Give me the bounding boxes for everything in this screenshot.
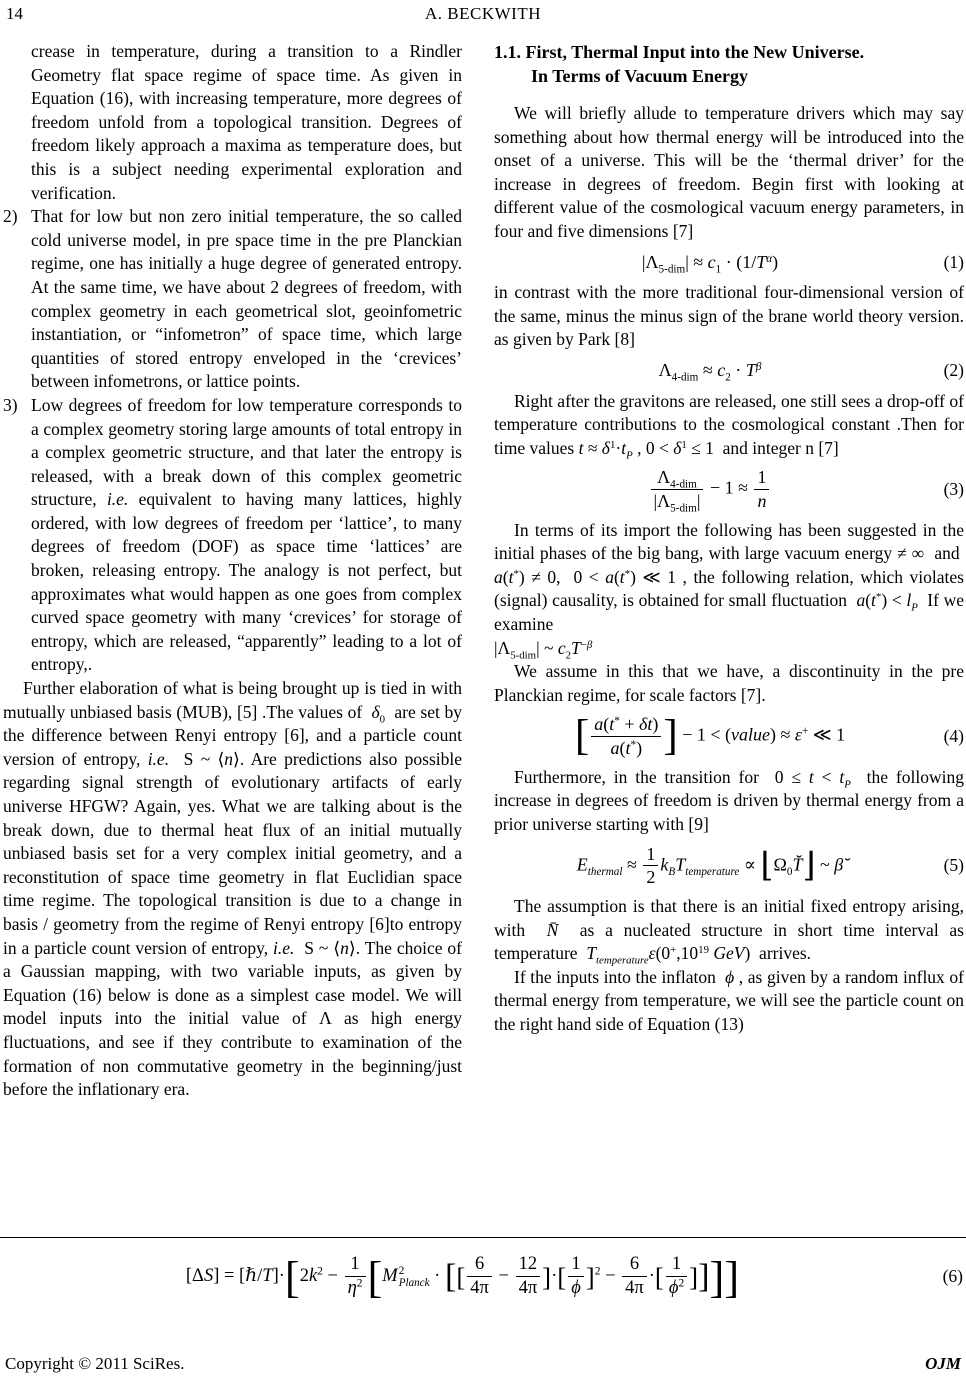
page-number: 14	[6, 4, 23, 23]
equation-3-number: (3)	[943, 478, 964, 499]
equation-2-number: (2)	[943, 359, 964, 380]
paragraph-contrast: in contrast with the more traditional four-dimensional version of the same, minus the minus sign of the brane world theory version. as given by Park [8]	[494, 282, 964, 350]
list-marker-2: 2)	[3, 206, 18, 227]
paragraph-thermal-intro: We will briefly allude to temperature drivers which may say something about how thermal energy will be introduced into the onset of a universe. This will be the ‘thermal driver’ for the increase in degrees of freedom. Begin first with looking at different value of the cosmological vacuum energy parameters, in four and five dimensions [7]	[494, 103, 964, 241]
bottom-divider	[0, 1237, 966, 1238]
equation-1-body: $|\Lambda_{5-dim}| \approx c_1 \cdot (1/T^\alpha)$	[641, 251, 779, 276]
section-heading	[494, 40, 964, 88]
equation-1-number: (1)	[943, 251, 964, 272]
item1-continuation-text: crease in temperature, during a transition to a Rindler Geometry flat space regime of space time. As given in Equation (16), with increasing temperature, more degrees of freedom unfold from a topological transition. Degrees of freedom likely approach a maxima as temperature does, but this is a subject needing experimental exploration and verification.	[31, 41, 462, 203]
paragraph-assumption: The assumption is that there is an initial fixed entropy arising, with N̄ as a nucleated structure in short time interval as temperature $T_{temperature}\varepsilon(0^+,10^{19}$ GeV) arrives.	[494, 895, 964, 967]
list-item-3	[3, 394, 462, 677]
equation-4	[494, 714, 964, 758]
right-column	[494, 40, 964, 1037]
equation-4-number: (4)	[943, 725, 964, 746]
equation-2-body: $\Lambda_{4-dim} \approx c_2 \cdot T^\beta$	[658, 359, 762, 384]
paragraph-inflaton: If the inputs into the inflaton ϕ , as given by a random influx of thermal energy from temperature, we will see the particle count on the right hand side of Equation (13)	[494, 966, 964, 1034]
running-head: A. BECKWITH	[425, 4, 541, 23]
equation-5	[494, 844, 964, 888]
page-footer	[5, 1354, 961, 1374]
equation-2	[494, 359, 964, 383]
equation-6-body: $[\Delta S] = [\hbar/T]\cdot[2k^2$ − $\frac{1}{\eta^2}$ [M 2 Planck · [[ $\frac{6}{4\pi}$ − $\frac{12}{4\pi}$ ]·[ $\frac{1}{\phi}$ ]$^2$ − $\frac{6}{4\pi}$ ·[ $\frac{1}{\phi^2}$ ]]]]	[185, 1251, 740, 1302]
paragraph-furthermore: Furthermore, in the transition for $0 \le t < t_P$ the following increase in degrees of freedom is driven by thermal energy from a prior universe starting with [9]	[494, 766, 964, 834]
list-item-1-continuation	[3, 40, 462, 205]
equation-3	[494, 467, 964, 515]
left-column	[3, 40, 462, 1102]
equation-5-body: $E_{thermal}$ ≈ $\frac{1}{2}$ $k_BT_{temperature}$ ∝ $⌊\Omega_0T̆⌋$ ~ β̆	[576, 843, 844, 888]
copyright-text: Copyright © 2011 SciRes.	[5, 1354, 185, 1373]
equation-3-body: $\Lambda_{4-dim}$ $|\Lambda_{5-dim}|$ − 1 ≈ $\frac{1}{n}$	[494, 467, 926, 511]
list-item-2-text: That for low but non zero initial temperature, the so called cold universe model, in pre space time in the pre Planckian regime, one has initially a huge degree of generated entropy. At the same time, we have about 2 degrees of freedom, with complex geometry in each geometrical slot, geoinfometric instantiation, or “infometron” of space time, which large quantities of stored entropy enveloped in the ‘crevices’ between infometrons, or lattice points.	[31, 206, 462, 392]
equation-1	[494, 251, 964, 275]
equation-6-number: (6)	[942, 1266, 963, 1287]
equation-5-number: (5)	[943, 854, 964, 875]
list-item-3-text: Low degrees of freedom for low temperature corresponds to a complex geometry storing large amounts of total entropy in a complex geometric structure, and that later the entropy is released, with a break down of this complex geometric structure, i.e. equivalent to having many lattices, highly ordered, with low degrees of freedom per ‘lattice’, to many degrees of freedom (DOF) as space time ‘lattices’ are broken, releasing entropy. The analogy is not perfect, but approximates what would happen as one goes from complex curved space geometry with many ‘crevices’ for storage of entropy, which are released, “apparently” leading to a lot of entropy,.	[31, 394, 462, 675]
section-heading-line1: 1.1. First, Thermal Input into the New Universe.	[494, 42, 865, 62]
paragraph-import: In terms of its import the following has been suggested in the initial phases of the big bang, with large vacuum energy ≠ ∞ and a(t*) ≠ 0, 0 < a(t*) ≪ 1 , the following relation, which violates (signal) causality, is obtained for small fluctuation $a(t^*) < l_P$ If we examine	[494, 519, 965, 635]
paragraph-assume: We assume in this that we have, a discontinuity in the pre Planckian regime, for scale factors [7].	[494, 661, 964, 705]
equation-6	[0, 1251, 963, 1302]
equation-4-body: [ $\frac{a(t^* + \delta t)}{a(t^*)}$ ] − 1 < (value) ≈ ε+ ≪ 1	[574, 712, 846, 760]
lambda-relation-line: $|\Lambda_{5-dim}|$ ~ $c_2T^{-\beta}$	[494, 637, 593, 661]
list-marker-3: 3)	[3, 394, 18, 415]
journal-abbrev: OJM	[925, 1354, 961, 1373]
list-marker-blank	[3, 40, 31, 205]
list-item-2	[3, 205, 462, 394]
section-heading-line2: In Terms of Vacuum Energy	[531, 66, 749, 86]
further-elaboration-paragraph: Further elaboration of what is being brought up is tied in with mutually unbiased basis (MUB), [5] .The values of $\delta_0$ are set by the difference between Renyi entropy [6], and a particle count version of entropy, i.e. S ~ ⟨n⟩. Are predictions also possible regarding signal strength of evolutionary artifacts of early universe HFGW? Again, yes. What we are talking about is the break down, due to thermal heat flux of an initial mutually unbiased basis set for a very complex initial geometry, and a reconstitution of space time geometry in flat Euclidian space time regime. The topological transition is due to a change in basis / geometry from the regime of Renyi entropy [6]to entropy in a particle count version of entropy, i.e. S ~ ⟨n⟩. The choice of a Gaussian mapping, with two variable inputs, as given by Equation (16) below is done as a simplest case model. We will model inputs into the initial value of Λ as high energy fluctuations, and see if they contribute to examination of the formation of non commutative geometry in the beginning/just before the inflationary era.	[3, 678, 463, 1100]
paragraph-gravitons: Right after the gravitons are released, one still sees a drop-off of temperature contributions to the cosmological constant .Then for time values $t \approx \delta^1\cdot t_P$ , $0 < \delta^1 \le 1$ and integer n [7]	[494, 390, 964, 462]
